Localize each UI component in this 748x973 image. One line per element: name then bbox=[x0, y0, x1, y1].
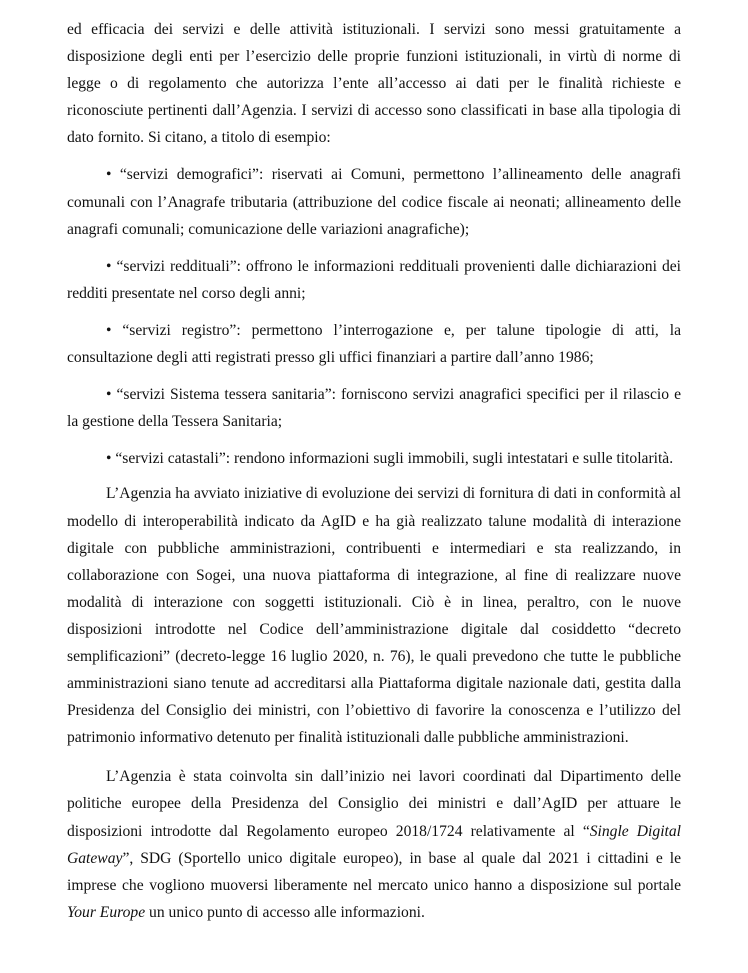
bullet-servizi-demografici: • “servizi demografici”: riservati ai Comuni, permettono l’allineamento delle anagrafi comunali con l’Anagrafe tributaria (attribuzione del codice fiscale ai neonati; allineamento delle anagrafi comunali; comunicazione delle variazioni anagrafiche); bbox=[67, 166, 681, 238]
sdg-italic-single-digital-gateway: Single Digital Gateway bbox=[67, 822, 681, 867]
sdg-text-part3: un unico punto di accesso alle informazioni. bbox=[145, 903, 425, 921]
bullet-servizi-registro: • “servizi registro”: permettono l’interrogazione e, per talune tipologie di atti, la consultazione degli atti registrati presso gli uffici finanziari a partire dall’anno 1986; bbox=[67, 321, 681, 367]
document-page bbox=[67, 16, 681, 926]
bullet-servizi-reddituali: • “servizi reddituali”: offrono le informazioni reddituali provenienti dalle dichiarazioni dei redditi presentate nel corso degli anni; bbox=[67, 257, 681, 302]
sdg-text-part2: ”, SDG (Sportello unico digitale europeo), in base al quale dal 2021 i cittadini e le imprese che vogliono muoversi liberamente nel mercato unico hanno a disposizione sul portale bbox=[67, 849, 681, 894]
sdg-italic-your-europe: Your Europe bbox=[67, 903, 146, 921]
intro-paragraph: ed efficacia dei servizi e delle attività istituzionali. I servizi sono messi gratuitamente a disposizione degli enti per l’esercizio delle proprie funzioni istituzionali, in virtù di norme di legge o di regolamento che autorizza l’ente all’accesso ai dati per le finalità richieste e riconosciute pertinenti dall’Agenzia. I servizi di accesso sono classificati in base alla tipologia di dato fornito. Si citano, a titolo di esempio: bbox=[67, 21, 681, 147]
bullet-servizi-tessera-sanitaria: • “servizi Sistema tessera sanitaria”: forniscono servizi anagrafici specifici per il rilascio e la gestione della Tessera Sanitaria; bbox=[67, 386, 681, 431]
paragraph-sdg bbox=[67, 763, 681, 926]
bullet-servizi-catastali: • “servizi catastali”: rendono informazioni sugli immobili, sugli intestatari e sulle titolarità. bbox=[106, 450, 674, 468]
paragraph-interoperabilita: L’Agenzia ha avviato iniziative di evoluzione dei servizi di fornitura di dati in conformità al modello di interoperabilità indicato da AgID e ha già realizzato talune modalità di interazione digitale con pubbliche amministrazioni, contribuenti e intermediari e sta realizzando, in collaborazione con Sogei, una nuova piattaforma di integrazione, al fine di realizzare nuove modalità di interazione con soggetti istituzionali. Ciò è in linea, peraltro, con le nuove disposizioni introdotte nel Codice dell’amministrazione digitale dal cosiddetto “decreto semplificazioni” (decreto-legge 16 luglio 2020, n. 76), le quali prevedono che tutte le pubbliche amministrazioni siano tenute ad accreditarsi alla Piattaforma digitale nazionale dati, gestita dalla Presidenza del Consiglio dei ministri, con l’obiettivo di favorire la conoscenza e l’utilizzo del patrimonio informativo detenuto per finalità istituzionali dalle pubbliche amministrazioni. bbox=[67, 485, 681, 747]
sdg-text-part1: L’Agenzia è stata coinvolta sin dall’inizio nei lavori coordinati dal Dipartimento delle politiche europee della Presidenza del Consiglio dei ministri e dall’AgID per attuare le disposizioni introdotte dal Regolamento europeo 2018/1724 relativamente al “ bbox=[67, 768, 681, 840]
